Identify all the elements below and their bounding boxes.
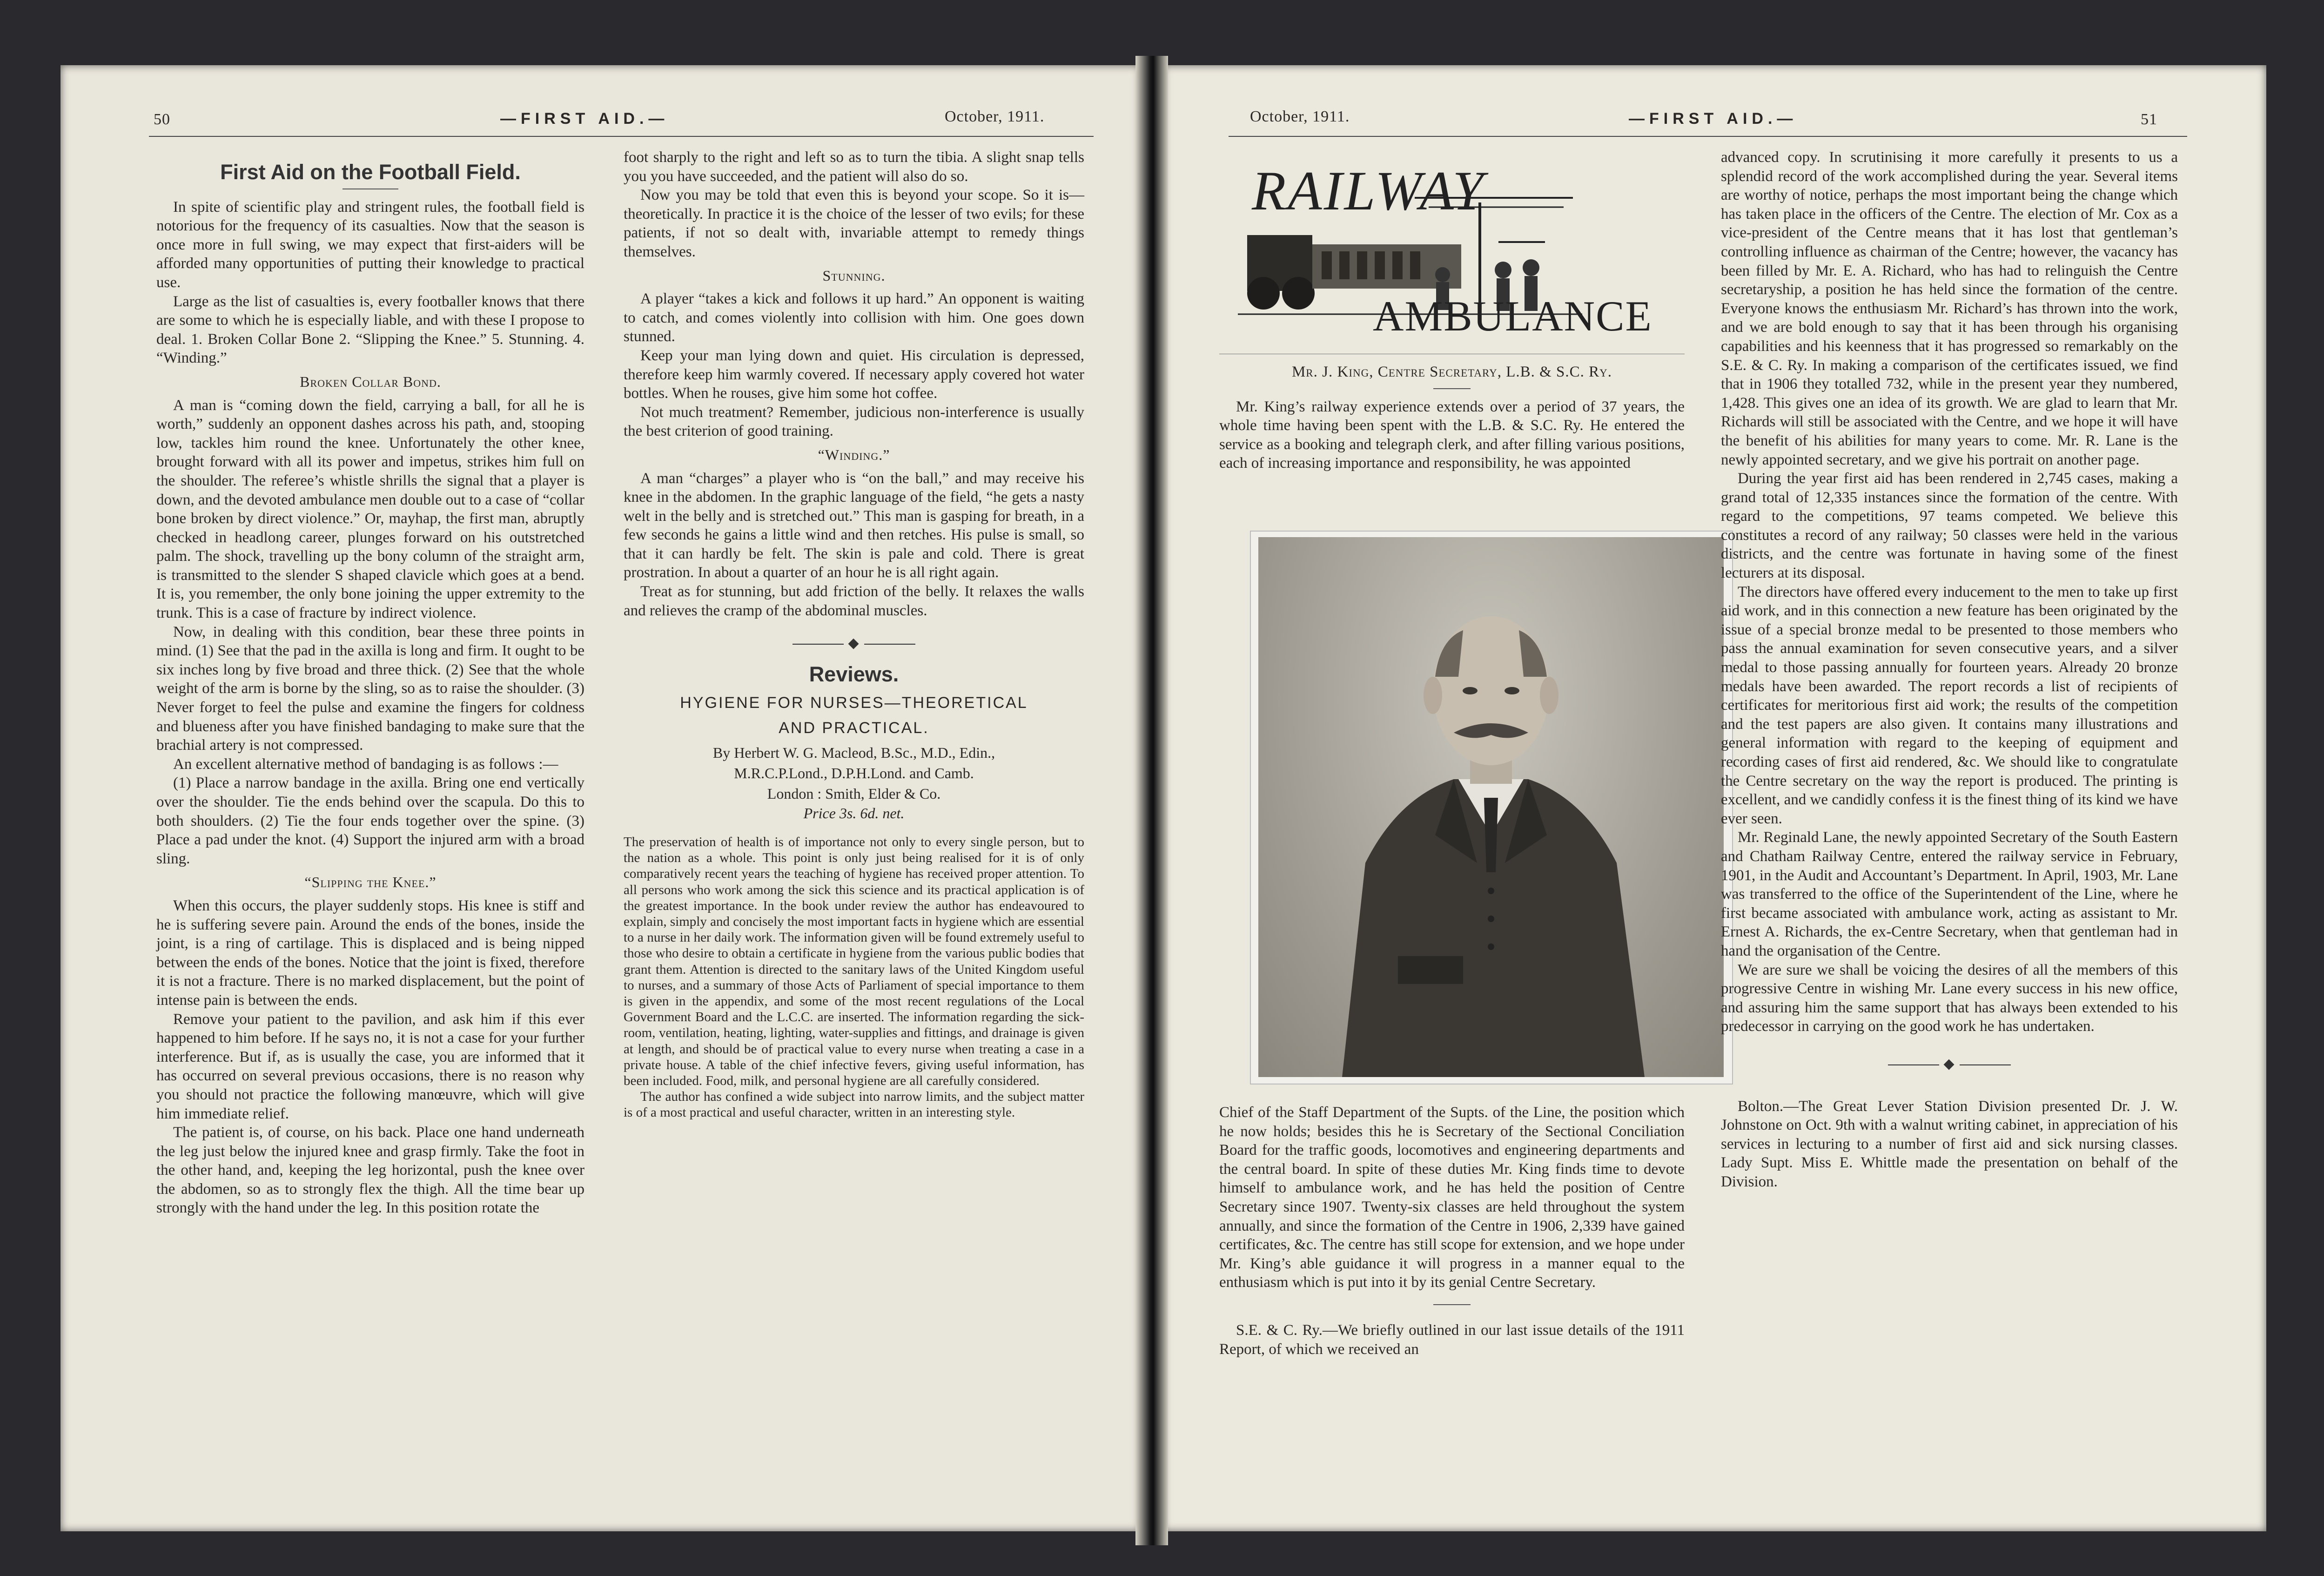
portrait-mr-king (1258, 537, 1724, 1077)
left-running-title: —FIRST AID.— (500, 110, 669, 128)
portrait-frame (1250, 531, 1733, 1084)
sec-article-col2 (1721, 148, 2178, 1191)
king-para-1: Mr. King’s railway experience extends over a period of 37 years, the whole time having been spent with the L.B. & S.C. Ry. He entered the service as a booking and telegraph clerk, and after filling various positions, each of increasing importance and responsibility, he was appointed (1219, 398, 1685, 472)
football-article-col2 (624, 148, 1084, 1121)
king-para-2: Chief of the Staff Department of the Supts. of the Line, the position which he now holds; besides this he is Secretary of the Sectional Conciliation Board for the traffic goods, locomotives and engineering departments and the central board. In spite of these duties Mr. King finds time to devote himself to ambulance work, and he has held the position of Centre Secretary since 1907. Twenty-six classes are held throughout the system annually, and since the formation of the Centre in 1906, 2,339 have gained certificates, &c. The centre has still scope for extension, and we hope under Mr. King’s able guidance it will progress in a manner equal to the enthusiasm which is put into it by its genial Centre Secretary. (1219, 1104, 1685, 1291)
football-para-2: Large as the list of casualties is, every footballer knows that there are some to which he is especially liable, and with these I propose to deal. 1. Broken Collar Bone 2. “Slipping the Knee.” 5. Stunning. 4. “Winding.” (156, 293, 584, 367)
sec-separator-rule (1433, 1304, 1471, 1305)
broken-collar-para-2: Now, in dealing with this condition, bear these three points in mind. (1) See that the pad in the axilla is long and firm. It ought to be six inches long by five broad and three thick. (2) See that the whole weight of the arm is borne by the sling, so as to raise the shoulder. (3) Never forget to feel the pulse and examine the fingers for coldness and blueness after you have finished bandaging to make sure that the brachial artery is not compressed. (156, 623, 584, 754)
book-gutter (1135, 56, 1168, 1545)
railway-ambulance-logo (1219, 154, 1652, 344)
football-para-1: In spite of scientific play and stringent rules, the football field is notorious for the frequency of its casualties. Now that the season is once more in full swing, we may expect that first-aiders will be afforded many opportunities of putting their knowledge to practical use. (156, 198, 584, 291)
sec-col2-para-1: advanced copy. In scrutinising it more carefully it presents to us a splendid record of the work accomplished during the year. Several items are worthy of notice, perhaps the most important being the change which has taken place in the officers of the Centre. The election of Mr. Cox as a vice-president of the Centre means that it has lost that gentleman’s controlling influence as chairman of the Centre; however, the vacancy has been filled by Mr. E. A. Richard, who has had to relinguish the Centre secretaryship, a position he has held since the formation of the centre. Everyone knows the enthusiasm Mr. Richard’s has thrown into the work, and we are bold enough to say that it has been through his organising capabilities and his keenness that it has progressed so remarkably on the S.E. & C. Ry. In making a comparison of the certificates issued, we find that in 1906 they totalled 732, while in the present year they numbered, 1,428. This gives one an idea of its growth. We are glad to learn that Mr. Richards will still be associated with the Centre, and we hope it will have the benefit of his abilities for many years to come. Mr. R. Lane is the newly appointed secretary, and we give his portrait on another page. (1721, 149, 2178, 468)
stunning-para-1: A player “takes a kick and follows it up hard.” An opponent is waiting to catch, and comes violently into collision with him. One goes down stunned. (624, 290, 1084, 345)
left-header-rule (149, 136, 1094, 137)
review-publisher: London : Smith, Elder & Co. (767, 785, 941, 802)
slipping-para-3: The patient is, of course, on his back. Place one hand underneath the leg just below the injured knee and grasp firmly. Take the foot in the other hand, and, keeping the leg horizontal, push the knee over the abdomen, so as to strongly flex the thigh. All the time bear up strongly with the hand under the leg. In this position rotate the (156, 1124, 584, 1217)
review-price: Price 3s. 6d. net. (803, 805, 905, 822)
stunning-para-2: Keep your man lying down and quiet. His circulation is depressed, therefore keep him warmly covered. If necessary apply covered hot water bottles. When he rouses, give him some hot coffee. (624, 347, 1084, 402)
sec-col2-para-5: We are sure we shall be voicing the desires of all the members of this progressive Centre in wishing Mr. Lane every success in his new office, and assuring him the same support that has always been extended to his predecessor in carrying on the good work he has undertaken. (1721, 961, 2178, 1035)
sec-para-1: S.E. & C. Ry.—We briefly outlined in our last issue details of the 1911 Report, of which we received an (1219, 1321, 1685, 1358)
logo-text-railway: RAILWAY (1252, 160, 1485, 222)
slipping-heading: “Slipping the Knee.” (304, 874, 437, 891)
right-page-number: 51 (2141, 111, 2157, 128)
bolton-ornament: ◆ (1721, 1055, 2178, 1074)
review-para-2: The author has confined a wide subject into narrow limits, and the subject matter is of a most practical and useful character, written in an interesting style. (624, 1089, 1084, 1120)
broken-collar-para-3: An excellent alternative method of bandaging is as follows :— (173, 755, 558, 773)
review-book-title-2: AND PRACTICAL. (779, 719, 929, 737)
section-ornament: ◆ (624, 634, 1084, 653)
left-page-number: 50 (154, 111, 170, 128)
winding-heading: “Winding.” (818, 446, 890, 463)
reviews-heading: Reviews. (809, 662, 899, 686)
review-book-title-1: HYGIENE FOR NURSES—THEORETICAL (680, 694, 1028, 712)
broken-collar-para-4: (1) Place a narrow bandage in the axilla. Bring one end vertically over the shoulder. Tie the ends behind over the scapula. Do this to both shoulders. (2) Tie the four ends together over the spine. (3) Place a pad under the knot. (4) Support the injured arm with a broad sling. (156, 775, 584, 867)
sec-col2-para-3: The directors have offered every inducement to the men to take up first aid work, and in this connection a new feature has been originated by the issue of a special bronze medal to be presented to those members who pass the annual examination for seven consecutive years, and a silver medal to those passing annually for fourteen years. Already 20 bronze medals have been awarded. The report records a list of recipients of certificates for meritorious first aid work; the results of the competition and the test papers are also given. It contains many illustrations and general information with regard to the keeping of equipment and recording cases of first aid rendered, &c. We should like to congratulate the Centre secretary on the way the report is produced. The printing is excellent, and we candidly confess it is the finest thing of its kind we have ever seen. (1721, 583, 2178, 827)
stunning-para-3: Not much treatment? Remember, judicious non-interference is usually the best criterion of good training. (624, 404, 1084, 440)
winding-para-2: Treat as for stunning, but add friction of the belly. It relaxes the walls and relieves the cramp of the abdominal muscles. (624, 583, 1084, 619)
caption-small-rule (1433, 388, 1471, 389)
broken-collar-heading: Broken Collar Bond. (300, 373, 441, 390)
king-article (1219, 354, 1685, 473)
winding-para-1: A man “charges” a player who is “on the ball,” and may receive his knee in the abdomen. In the graphic language of the field, “he gets a nasty welt in the belly and is stretched out.” This man is gasping for breath, in a few seconds he gains a little wind and then retches. His pulse is small, so that it can hardly be felt. The skin is pale and cold. There is great prostration. In about a quarter of an hour he is all right again. (624, 470, 1084, 581)
broken-collar-para-1: A man is “coming down the field, carrying a ball, for all he is worth,” suddenly an opponent dashes across his path, and, stooping low, tackles him round the knee. Unfortunately the other knee, brought forward with all its power and impetus, strikes him full on the shoulder. The referee’s whistle shrills the signal that a player is down, and the devoted ambulance men double out to a case of “collar bone broken by direct violence.” Or, mayhap, the first man, abruptly checked in headlong career, plunges forward on his outstretched palm. The shock, travelling up the bony column of the straight arm, is transmitted to the slender S shaped clavicle which goes at a bend. It is, you remember, the only bone joining the upper extremity to the trunk. This is a case of fracture by indirect violence. (156, 397, 584, 622)
right-header-rule (1229, 136, 2187, 137)
left-date: October, 1911. (945, 108, 1045, 125)
col2-para-2: Now you may be told that even this is beyond your scope. So it is—theoretically. In practice it is the choice of the lesser of two evils; for these patients, if not so dealt with, invariable attempt to remedy things themselves. (624, 187, 1084, 260)
review-para-1: The preservation of health is of importance not only to every single person, but to the nation as a whole. This point is only just being realised for it is of only comparatively recent years the teaching of hygiene has received proper attention. To all persons who work among the sick this science and its practical application is of the greatest importance. In the book under review the author has endeavoured to explain, simply and concisely the most important facts in hygiene which are essential to a nurse in her daily work. The information given will be found extremely useful to those who desire to obtain a certificate in hygiene from the various public bodies that grant them. Attention is directed to the sanitary laws of the United Kingdom useful to nurses, and a summary of those Acts of Parliament of special importance to them is given in the appendix, and some of the most recent regulations of the Local Government Board and the L.C.C. are inserted. The information regarding the sick-room, ventilation, heating, lighting, water-supplies and fittings, and drainage is given at length, and should be of practical value to every nurse when treating a case in a private house. A table of the chief infective fevers, giving useful information, has been included. Food, milk, and personal hygiene are all carefully considered. (624, 835, 1084, 1089)
review-author-2: M.R.C.P.Lond., D.P.H.Lond. and Camb. (734, 765, 974, 782)
bolton-para: Bolton.—The Great Lever Station Division presented Dr. J. W. Johnstone on Oct. 9th with a walnut writing cabinet, in appreciation of his services in lecturing to a number of first aid and sick nursing classes. Lady Supt. Miss E. Whittle made the presentation on behalf of the Division. (1721, 1098, 2178, 1190)
sec-col2-para-2: During the year first aid has been rendered in 2,745 cases, making a grand total of 12,335 instances since the formation of the centre. With regard to the competitions, 97 teams competed. We believe this constitutes a record of any railway; 50 classes were held in the various districts, and the centre was fortunate in having some of the finest lecturers at its disposal. (1721, 470, 2178, 582)
review-author-1: By Herbert W. G. Macleod, B.Sc., M.D., Edin., (712, 744, 995, 761)
football-title: First Aid on the Football Field. (220, 160, 521, 184)
slipping-para-1: When this occurs, the player suddenly stops. His knee is stiff and he is suffering severe pain. Around the ends of the bones, inside the joint, is a ring of cartilage. This is displaced and is being nipped between the ends of the bones. Notice that the joint is fixed, therefore it is not a fracture. There is no marked displacement, but the point of intense pain is between the ends. (156, 897, 584, 1009)
football-article-col1 (156, 160, 584, 1218)
right-date: October, 1911. (1250, 108, 1350, 125)
sec-col2-para-4: Mr. Reginald Lane, the newly appointed Secretary of the South Eastern and Chatham Railway Centre, entered the railway service in February, 1901, in the Audit and Accountant’s Department. In April, 1903, Mr. Lane was transferred to the office of the Superintendent of the Line, where he first became associated with ambulance work, acting as assistant to Mr. Ernest A. Richards, the ex-Centre Secretary, when that gentleman had in hand the organisation of the Centre. (1721, 829, 2178, 959)
right-running-title: —FIRST AID.— (1629, 110, 1798, 128)
king-caption: Mr. J. King, Centre Secretary, L.B. & S.C. Ry. (1291, 364, 1612, 380)
logo-text-ambulance: AMBULANCE (1373, 292, 1652, 340)
slipping-para-2: Remove your patient to the pavilion, and ask him if this ever happened to him before. If he says no, it is not a case for your further interference. But if, as is usually the case, you are informed that it has occurred on several previous occasions, there is no reason why you should not practice the following manœuvre, which will give him immediate relief. (156, 1010, 584, 1122)
logo-illustration (1219, 154, 1652, 344)
stunning-heading: Stunning. (822, 267, 886, 284)
col2-para-1: foot sharply to the right and left so as to turn the tibia. A slight snap tells you you have succeeded, and the patient will also do so. (624, 149, 1084, 185)
king-article-continued (1219, 1103, 1685, 1359)
